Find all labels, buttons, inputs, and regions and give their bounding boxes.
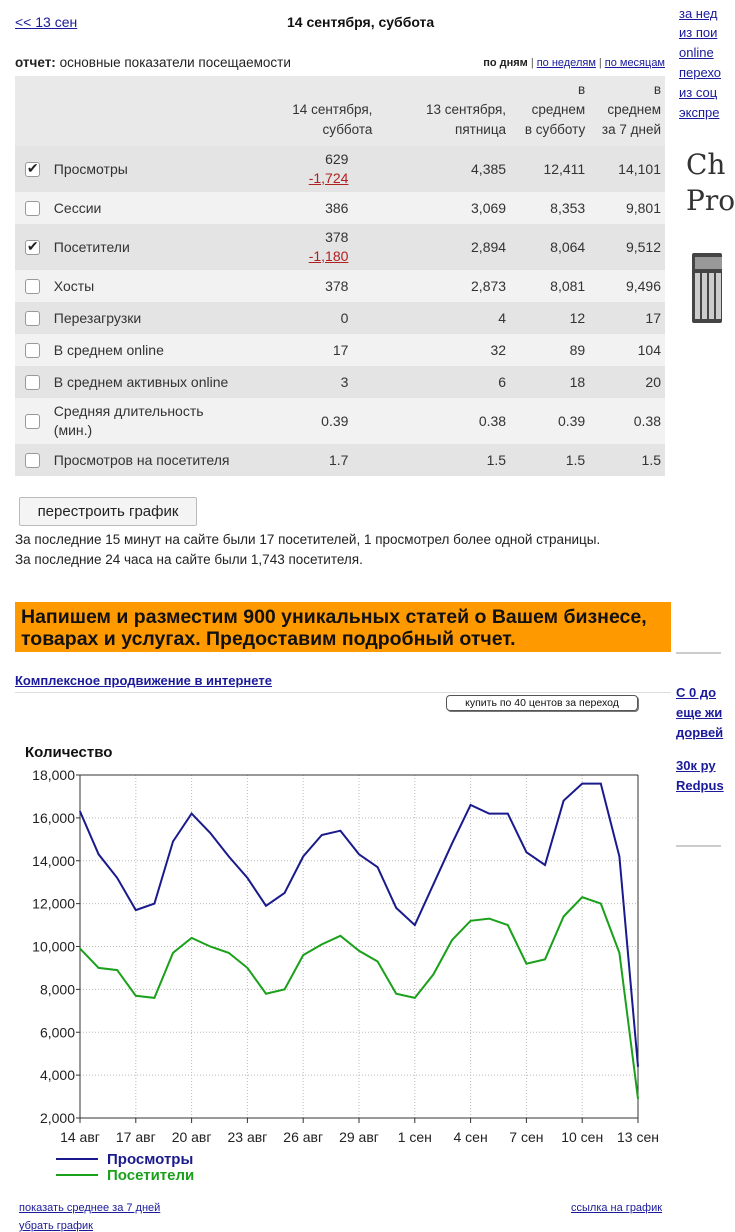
x-tick-label: 26 авг [283,1129,324,1145]
today-value: 0.39 [321,412,349,429]
table-row [15,334,665,366]
x-tick-label: 23 авг [227,1129,268,1145]
data-point [265,993,267,995]
data-point [581,896,583,898]
value-avg-saturday: 8,353 [510,192,589,224]
remove-chart-link[interactable]: убрать график [19,1220,93,1232]
report-label: отчет: [15,55,56,70]
data-point [395,907,397,909]
period-switcher: по дням | по неделям | по месяцам [483,57,665,69]
data-point [321,944,323,946]
data-point [172,841,174,843]
y-tick-label: 8,000 [39,981,75,998]
x-tick-label: 13 сен [617,1129,659,1145]
data-point [265,905,267,907]
value-avg-7days: 9,801 [589,192,665,224]
period-weeks[interactable]: по неделям [536,57,596,69]
sidebar-link[interactable]: за нед [679,6,718,21]
data-point [451,939,453,941]
sidebar-promo-link[interactable]: Redpus [676,778,724,793]
metric-checkbox[interactable] [25,453,40,468]
sidebar-promo-link[interactable]: 30к ру [676,758,716,773]
value-yesterday: 4 [376,302,510,334]
today-value: 629 [325,151,349,167]
period-days[interactable]: по дням [483,57,528,69]
metric-label: Хосты [50,270,243,302]
divider [15,692,671,693]
table-header-row [15,76,665,146]
y-tick-label: 18,000 [32,767,75,783]
today-value: 0 [340,309,349,326]
value-today [242,398,376,444]
data-point [209,946,211,948]
value-today [242,146,376,192]
data-point [600,903,602,905]
data-point [191,813,193,815]
sidebar-link[interactable]: экспре [679,105,720,120]
period-months[interactable]: по месяцам [604,57,665,69]
metric-label: Сессии [50,192,243,224]
data-point [135,909,137,911]
metric-checkbox[interactable] [25,240,40,255]
report-title: основные показатели посещаемости [59,55,291,70]
value-avg-7days: 0.38 [589,398,665,444]
data-point [228,856,230,858]
data-point [135,995,137,997]
data-point [395,993,397,995]
sidebar-promo-link[interactable]: дорвей [676,725,724,740]
value-avg-saturday: 89 [510,334,589,366]
data-point [340,830,342,832]
table-row [15,192,665,224]
value-avg-saturday: 0.39 [510,398,589,444]
col-header-avg-saturday: в среднем в субботу [510,76,589,146]
data-point [619,952,621,954]
data-point [563,800,565,802]
value-avg-7days: 14,101 [589,146,665,192]
today-delta[interactable]: -1,724 [308,170,349,186]
value-yesterday: 2,894 [376,224,510,270]
y-tick-label: 12,000 [32,895,75,912]
data-point [377,866,379,868]
data-point [470,804,472,806]
metric-checkbox[interactable] [25,343,40,358]
x-tick-label: 17 авг [115,1129,156,1145]
current-date: 14 сентября, суббота [287,14,435,30]
data-point [488,918,490,920]
y-axis-title: Количество [25,744,113,761]
metric-checkbox[interactable] [25,162,40,177]
metric-checkbox[interactable] [25,279,40,294]
data-point [581,783,583,785]
table-row [15,224,665,270]
value-yesterday: 2,873 [376,270,510,302]
ad-banner[interactable]: Напишем и разместим 900 уникальных статей о Вашем бизнесе, товарах и услугах. Предоставим подробный отчет. [15,602,671,652]
value-avg-saturday: 1.5 [510,444,589,476]
show-7day-average-link[interactable]: показать среднее за 7 дней [19,1202,161,1214]
value-today [242,444,376,476]
metric-label: Просмотры [50,146,243,192]
data-point [228,952,230,954]
metric-checkbox[interactable] [25,311,40,326]
value-today [242,366,376,398]
report-header [15,55,665,70]
data-point [526,963,528,965]
sidebar-heading: Ch [686,148,726,181]
metric-label: Посетители [50,224,243,270]
value-avg-saturday: 8,081 [510,270,589,302]
table-row [15,302,665,334]
value-today [242,224,376,270]
data-point [321,834,323,836]
sidebar-divider [676,652,721,654]
data-point [302,954,304,956]
legend-label: Просмотры [107,1151,194,1168]
data-point [98,967,100,969]
data-point [247,877,249,879]
data-point [637,1098,639,1100]
data-point [98,854,100,856]
x-tick-label: 10 сен [561,1129,604,1145]
data-point [433,884,435,886]
value-avg-saturday: 12,411 [510,146,589,192]
value-yesterday: 6 [376,366,510,398]
data-point [247,967,249,969]
data-point [154,997,156,999]
data-point [637,1066,639,1068]
metric-checkbox[interactable] [25,375,40,390]
value-yesterday: 1.5 [376,444,510,476]
data-point [507,924,509,926]
today-value: 378 [325,229,349,245]
y-tick-label: 4,000 [39,1067,75,1084]
visitors-info [15,530,600,570]
value-yesterday: 32 [376,334,510,366]
data-point [507,813,509,815]
sidebar-promo-link[interactable]: С 0 до [676,685,717,700]
value-avg-7days: 20 [589,366,665,398]
x-tick-label: 14 авг [60,1129,100,1145]
data-point [470,920,472,922]
table-row [15,146,665,192]
data-point [414,997,416,999]
value-avg-saturday: 18 [510,366,589,398]
data-point [358,854,360,856]
value-today [242,270,376,302]
data-point [172,952,174,954]
value-avg-7days: 9,512 [589,224,665,270]
metric-label: Просмотров на посетителя [50,444,243,476]
metric-label: В среднем активных online [50,366,243,398]
x-tick-label: 20 авг [171,1129,212,1145]
col-header-yesterday: 13 сентября, пятница [376,76,510,146]
data-point [526,851,528,853]
promo-link[interactable]: Комплексное продвижение в интернете [15,673,272,688]
data-point [600,783,602,785]
data-point [191,937,193,939]
metric-label: Перезагрузки [50,302,243,334]
x-tick-label: 1 сен [397,1129,432,1145]
sidebar-link[interactable]: из пои [679,25,718,40]
metric-checkbox[interactable] [25,201,40,216]
metric-label: Средняя длительность (мин.) [50,398,243,444]
data-point [433,974,435,976]
value-today [242,302,376,334]
today-delta[interactable]: -1,180 [308,248,349,264]
prev-day-link[interactable]: << 13 сен [15,14,78,30]
value-yesterday: 4,385 [376,146,510,192]
traffic-chart [0,735,680,1195]
table-row [15,398,665,444]
right-sidebar [676,0,735,1228]
data-point [209,832,211,834]
data-point [563,916,565,918]
table-row [15,366,665,398]
y-tick-label: 10,000 [32,938,75,955]
sidebar-promo-link[interactable]: еще жи [676,705,723,720]
table-row [15,270,665,302]
calculator-icon [692,253,722,323]
value-avg-7days: 1.5 [589,444,665,476]
value-today [242,192,376,224]
data-point [544,959,546,961]
sidebar-heading: Pro [686,184,735,217]
today-value: 386 [325,199,349,216]
y-tick-label: 16,000 [32,809,75,826]
sidebar-divider [676,845,721,847]
metric-checkbox[interactable] [25,414,40,429]
info-line-15min: За последние 15 минут на сайте были 17 посетителей, 1 просмотрел более одной страницы. [15,532,601,547]
stats-table [15,76,665,476]
y-tick-label: 2,000 [39,1110,75,1126]
buy-button[interactable]: купить по 40 центов за переход [446,695,638,711]
date-navigation [15,12,665,34]
chart-link[interactable]: ссылка на график [571,1202,663,1214]
data-point [377,961,379,963]
data-point [488,813,490,815]
today-value: 378 [325,277,349,294]
data-point [154,903,156,905]
x-tick-label: 4 сен [453,1129,488,1145]
data-point [116,877,118,879]
value-avg-saturday: 8,064 [510,224,589,270]
data-point [284,892,286,894]
today-value: 3 [340,373,349,390]
data-point [451,843,453,845]
data-point [619,856,621,858]
x-tick-label: 29 авг [339,1129,379,1145]
info-line-24h: За последние 24 часа на сайте были 1,743 посетителя. [15,552,363,567]
legend-label: Посетители [107,1167,195,1184]
data-point [340,935,342,937]
value-today [242,334,376,366]
data-point [302,856,304,858]
col-header-avg-7days: в среднем за 7 дней [589,76,665,146]
data-point [79,811,81,813]
data-point [284,989,286,991]
col-header-today: 14 сентября, суббота [242,76,376,146]
data-point [116,969,118,971]
y-tick-label: 6,000 [39,1024,75,1041]
value-avg-saturday: 12 [510,302,589,334]
table-row [15,444,665,476]
sidebar-link[interactable]: из соц [679,85,718,100]
rebuild-chart-button[interactable]: перестроить график [19,497,197,526]
value-avg-7days: 17 [589,302,665,334]
data-point [544,864,546,866]
value-avg-7days: 104 [589,334,665,366]
data-point [414,924,416,926]
metric-label: В среднем online [50,334,243,366]
sidebar-link[interactable]: online [679,45,714,60]
sidebar-link[interactable]: перехо [679,65,722,80]
today-value: 1.7 [328,451,349,468]
value-yesterday: 0.38 [376,398,510,444]
x-tick-label: 7 сен [509,1129,544,1145]
value-yesterday: 3,069 [376,192,510,224]
value-avg-7days: 9,496 [589,270,665,302]
y-tick-label: 14,000 [32,852,75,869]
data-point [358,950,360,952]
today-value: 17 [332,341,349,358]
data-point [79,948,81,950]
